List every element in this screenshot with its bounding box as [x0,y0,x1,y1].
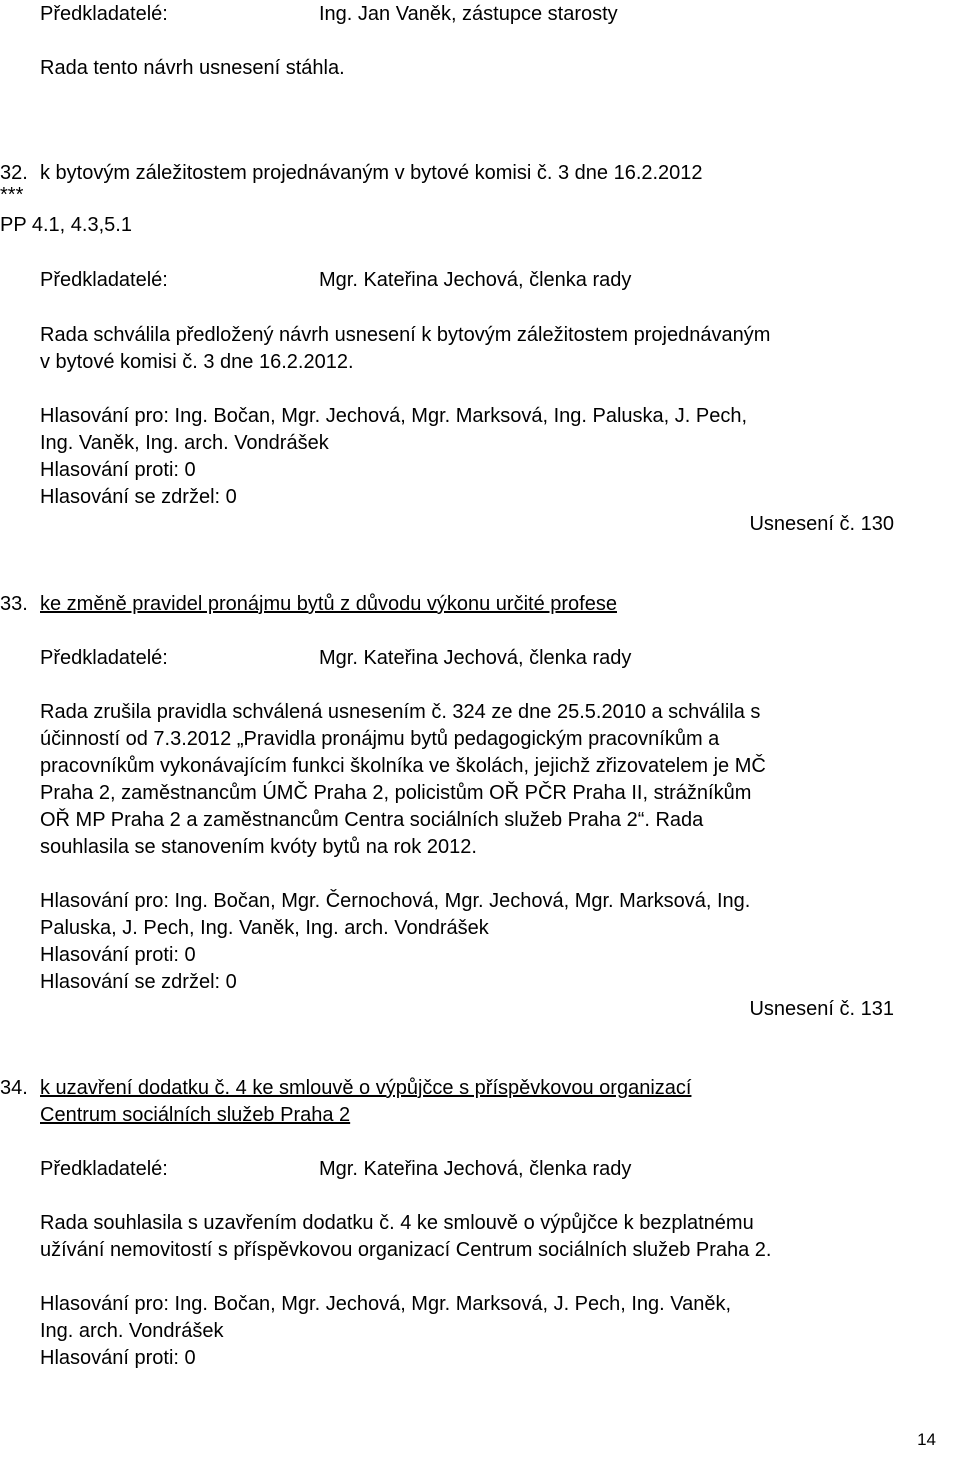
item-33-resolution-line-6: souhlasila se stanovením kvóty bytů na rok 2012. [40,836,477,858]
item-32-presenter-value: Mgr. Kateřina Jechová, členka rady [319,269,632,291]
item-32-pp: PP 4.1, 4.3,5.1 [0,214,132,236]
item-32-vote-abstain: Hlasování se zdržel: 0 [40,486,237,508]
item-33-presenter-value: Mgr. Kateřina Jechová, členka rady [319,647,632,669]
item-34-vote-against: Hlasování proti: 0 [40,1347,196,1369]
item-32-vote-against: Hlasování proti: 0 [40,459,196,481]
item-33-vote-for-line-1: Hlasování pro: Ing. Bočan, Mgr. Černochová, Mgr. Jechová, Mgr. Marksová, Ing. [40,890,751,912]
item-32-presenter-label: Předkladatelé: [40,269,168,291]
item-34-vote-for-line-1: Hlasování pro: Ing. Bočan, Mgr. Jechová, Mgr. Marksová, J. Pech, Ing. Vaněk, [40,1293,732,1315]
item-33-vote-for-line-2: Paluska, J. Pech, Ing. Vaněk, Ing. arch. Vondrášek [40,917,489,939]
item-32-stars: *** [0,184,24,206]
item-34-title-line-2: Centrum sociálních služeb Praha 2 [40,1104,351,1126]
item-32-heading: k bytovým záležitostem projednávaným v bytové komisi č. 3 dne 16.2.2012 [40,162,703,184]
item-33-title: ke změně pravidel pronájmu bytů z důvodu výkonu určité profese [40,593,617,615]
item-33-resolution-line-3: pracovníkům vykonávajícím funkci školníka ve školách, jejichž zřizovatelem je MČ [40,755,766,777]
item-34-number: 34. [0,1077,28,1099]
page-number: 14 [917,1430,936,1449]
item-34-presenter-label: Předkladatelé: [40,1158,168,1180]
presenter-label: Předkladatelé: [40,3,168,25]
item-34-resolution-line-2: užívání nemovitostí s příspěvkovou organizací Centrum sociálních služeb Praha 2. [40,1239,772,1261]
item-32-vote-for-line-2: Ing. Vaněk, Ing. arch. Vondrášek [40,432,329,454]
item-32-resolution-number: Usnesení č. 130 [749,513,894,535]
item-33-resolution-line-5: OŘ MP Praha 2 a zaměstnancům Centra sociálních služeb Praha 2“. Rada [40,809,704,831]
item-32-resolution-line-2: v bytové komisi č. 3 dne 16.2.2012. [40,351,354,373]
item-34-title-line-1: k uzavření dodatku č. 4 ke smlouvě o výpůjčce s příspěvkovou organizací [40,1077,692,1099]
item-33-vote-against: Hlasování proti: 0 [40,944,196,966]
item-32-number: 32. [0,162,28,184]
presenter-value: Ing. Jan Vaněk, zástupce starosty [319,3,618,25]
item-33-presenter-label: Předkladatelé: [40,647,168,669]
item-32-vote-for-line-1: Hlasování pro: Ing. Bočan, Mgr. Jechová, Mgr. Marksová, Ing. Paluska, J. Pech, [40,405,748,427]
item-33-resolution-line-2: účinností od 7.3.2012 „Pravidla pronájmu bytů pedagogickým pracovníkům a [40,728,720,750]
item-34-resolution-line-1: Rada souhlasila s uzavřením dodatku č. 4 ke smlouvě o výpůjčce k bezplatnému [40,1212,754,1234]
item-33-resolution-line-1: Rada zrušila pravidla schválená usnesením č. 324 ze dne 25.5.2010 a schválila s [40,701,761,723]
item-34-vote-for-line-2: Ing. arch. Vondrášek [40,1320,224,1342]
item-33-resolution-number: Usnesení č. 131 [749,998,894,1020]
item-33-vote-abstain: Hlasování se zdržel: 0 [40,971,237,993]
item-33-number: 33. [0,593,28,615]
item-34-presenter-value: Mgr. Kateřina Jechová, členka rady [319,1158,632,1180]
item-33-resolution-line-4: Praha 2, zaměstnancům ÚMČ Praha 2, policistům OŘ PČR Praha II, strážníkům [40,782,752,804]
item-32-resolution-line-1: Rada schválila předložený návrh usnesení k bytovým záležitostem projednávaným [40,324,771,346]
withdrawn-note: Rada tento návrh usnesení stáhla. [40,57,345,79]
